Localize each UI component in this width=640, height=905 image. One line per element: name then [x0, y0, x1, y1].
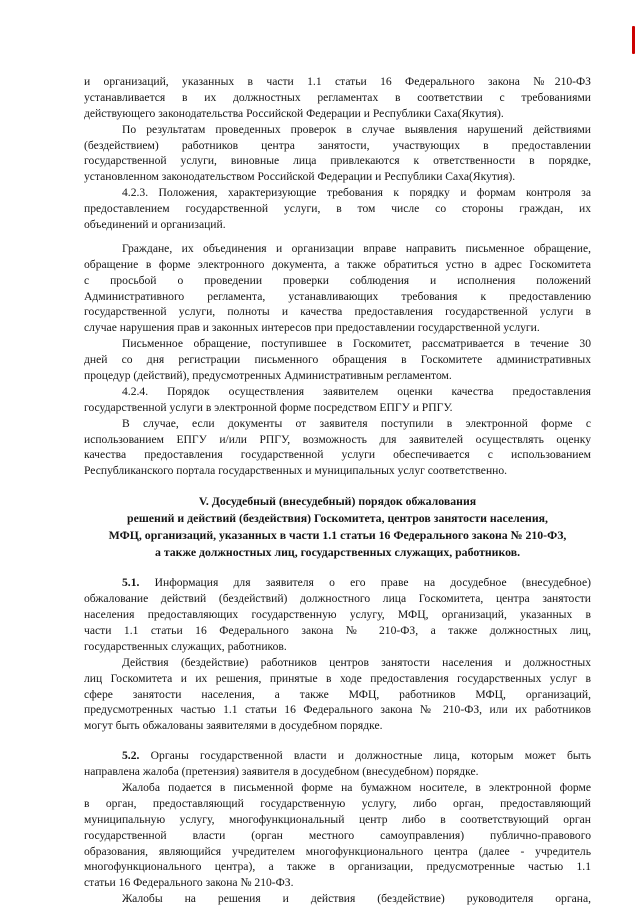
text-line: устанавливается в их должностных регламентах в соответствии с требованиями — [84, 90, 591, 104]
text-line: государственной власти (орган местного самоуправления) публично-правового — [84, 828, 591, 842]
heading-line: V. Досудебный (внесудебный) порядок обжалования — [198, 494, 477, 509]
text-line: предоставлением государственной услуги, в том числе со стороны граждан, их — [84, 202, 591, 216]
text-line: Письменное обращение, поступившее в Госкомитет, рассматривается в течение 30 — [122, 337, 591, 351]
spacer — [84, 734, 591, 748]
text-line: Административного регламента, устанавливающих требования к предоставлению — [84, 289, 591, 303]
text-line: части 1.1 статьи 16 Федерального закона № 210-ФЗ, а также должностных лиц, — [84, 623, 591, 637]
clause-text: Органы государственной власти и должностные лица, которым может быть — [139, 749, 591, 763]
heading-line: МФЦ, организаций, указанных в части 1.1 статьи 16 Федерального закона № 210-ФЗ, — [108, 528, 567, 543]
text-line: Республиканского портала государственных и муниципальных услуг соответственно. — [84, 464, 508, 478]
paragraph-5-1 — [84, 575, 591, 654]
paragraph-inspection-results — [84, 122, 591, 186]
paragraph-5-2 — [84, 748, 591, 780]
paragraph-electronic-evaluation — [84, 416, 591, 480]
text-line: образования, являющийся учредителем многофункционального центра (далее - учредитель — [84, 844, 591, 858]
text-line: обжалование действий (бездействий) должностного лица Госкомитета, центра занятости — [84, 592, 591, 606]
text-line: государственных служащих, работников. — [84, 639, 287, 653]
text-line: 4.2.3. Положения, характеризующие требования к порядку и формам контроля за — [122, 186, 591, 200]
text-line: обращение в форме электронного документа, а также обратиться устно в адрес Госкомитета — [84, 257, 591, 271]
text-line: По результатам проведенных проверок в случае выявления нарушений действиями — [122, 122, 591, 136]
paragraph-actions-appeal — [84, 655, 591, 734]
text-line: действующего законодательства Российской Федерации и Республики Саха(Якутия). — [84, 106, 504, 120]
paragraph-4-2-3 — [84, 185, 591, 233]
paragraph-regulations — [84, 74, 591, 122]
text-line: сфере занятости населения, а также МФЦ, работников МФЦ, организаций, — [84, 687, 591, 701]
document-body — [84, 74, 591, 905]
text-line: объединений и организаций. — [84, 218, 226, 232]
text-line: Граждане, их объединения и организации вправе направить письменное обращение, — [122, 241, 591, 255]
paragraph-complaints-head — [84, 891, 591, 905]
heading-line: решений и действий (бездействия) Госкомитета, центров занятости населения, — [127, 511, 548, 526]
text-line: Действия (бездействие) работников центров занятости населения и должностных — [122, 655, 591, 669]
clause-text: Информация для заявителя о его праве на досудебное (внесудебное) — [139, 576, 591, 590]
text-line: использованием ЕПГУ и/или РПГУ, возможность для заявителей осуществлять оценку — [84, 432, 591, 446]
spacer — [84, 561, 591, 575]
text-line: государственной услуги, полноты и качества предоставления государственной услуги в — [84, 305, 591, 319]
text-line: В случае, если документы от заявителя поступили в электронной форме с — [122, 416, 591, 430]
text-line: населения предоставляющих государственную услугу, МФЦ, организаций, указанных в — [84, 608, 591, 622]
text-line: статьи 16 Федерального закона № 210-ФЗ. — [84, 876, 294, 890]
section-heading — [84, 493, 591, 561]
spacer — [84, 233, 591, 241]
paragraph-4-2-4 — [84, 384, 591, 416]
paragraph-complaint-submission — [84, 780, 591, 891]
text-line: государственной услуги, виновные лица привлекаются к ответственности в порядке, — [84, 154, 591, 168]
text-line: лиц Госкомитета и их решения, принятые в ходе предоставления государственных услуг в — [84, 671, 591, 685]
clause-number: 5.2. — [122, 749, 140, 763]
text-line: случае нарушения прав и законных интересов при предоставлении государственной услуги. — [84, 321, 540, 335]
text-line: 4.2.4. Порядок осуществления заявителем оценки качества предоставления — [122, 384, 591, 398]
text-line — [84, 748, 591, 764]
margin-mark — [632, 26, 635, 54]
text-line: многофункционального центра), а также в организации, предусмотренные частью 1.1 — [84, 860, 591, 874]
text-line: государственной услуги в электронной форме посредством ЕПГУ и РПГУ. — [84, 400, 453, 414]
text-line: установленном законодательством Российской Федерации и Республики Саха(Якутия). — [84, 170, 516, 184]
text-line: качества предоставления государственной услуги обеспечивается с использованием — [84, 448, 591, 462]
text-line: и организаций, указанных в части 1.1 статьи 16 Федерального закона №210-ФЗ — [84, 75, 591, 88]
text-line: Жалобы на решения и действия (бездействие) руководителя органа, — [122, 892, 591, 905]
text-line: с просьбой о проведении проверки соблюдения и исполнения положений — [84, 273, 591, 287]
paragraph-citizens-appeal — [84, 241, 591, 336]
spacer — [84, 479, 591, 493]
text-line — [84, 575, 591, 591]
heading-line: а также должностных лиц, государственных служащих, работников. — [154, 545, 521, 560]
text-line: Жалоба подается в письменной форме на бумажном носителе, в электронной форме — [122, 780, 591, 794]
text-line: муниципальную услугу, многофункциональный центр либо в соответствующий орган — [84, 812, 591, 826]
text-line: в орган, предоставляющий государственную услугу, либо орган, предоставляющий — [84, 796, 591, 810]
text-line: (бездействием) работников центра занятости, участвующих в предоставлении — [84, 138, 591, 152]
paragraph-written-appeal — [84, 336, 591, 384]
text-line: могут быть обжалованы заявителями в досудебном порядке. — [84, 719, 383, 733]
text-line: направлена жалоба (претензия) заявителя в досудебном (внесудебном) порядке. — [84, 765, 479, 779]
text-line: процедур (действий), предусмотренных Административным регламентом. — [84, 369, 452, 383]
text-line: дней со дня регистрации письменного обращения в Госкомитете административных — [84, 353, 591, 367]
clause-number: 5.1. — [122, 576, 140, 590]
text-line: предусмотренных частью 1.1 статьи 16 Федерального закона № 210-ФЗ, или их работников — [84, 703, 591, 717]
